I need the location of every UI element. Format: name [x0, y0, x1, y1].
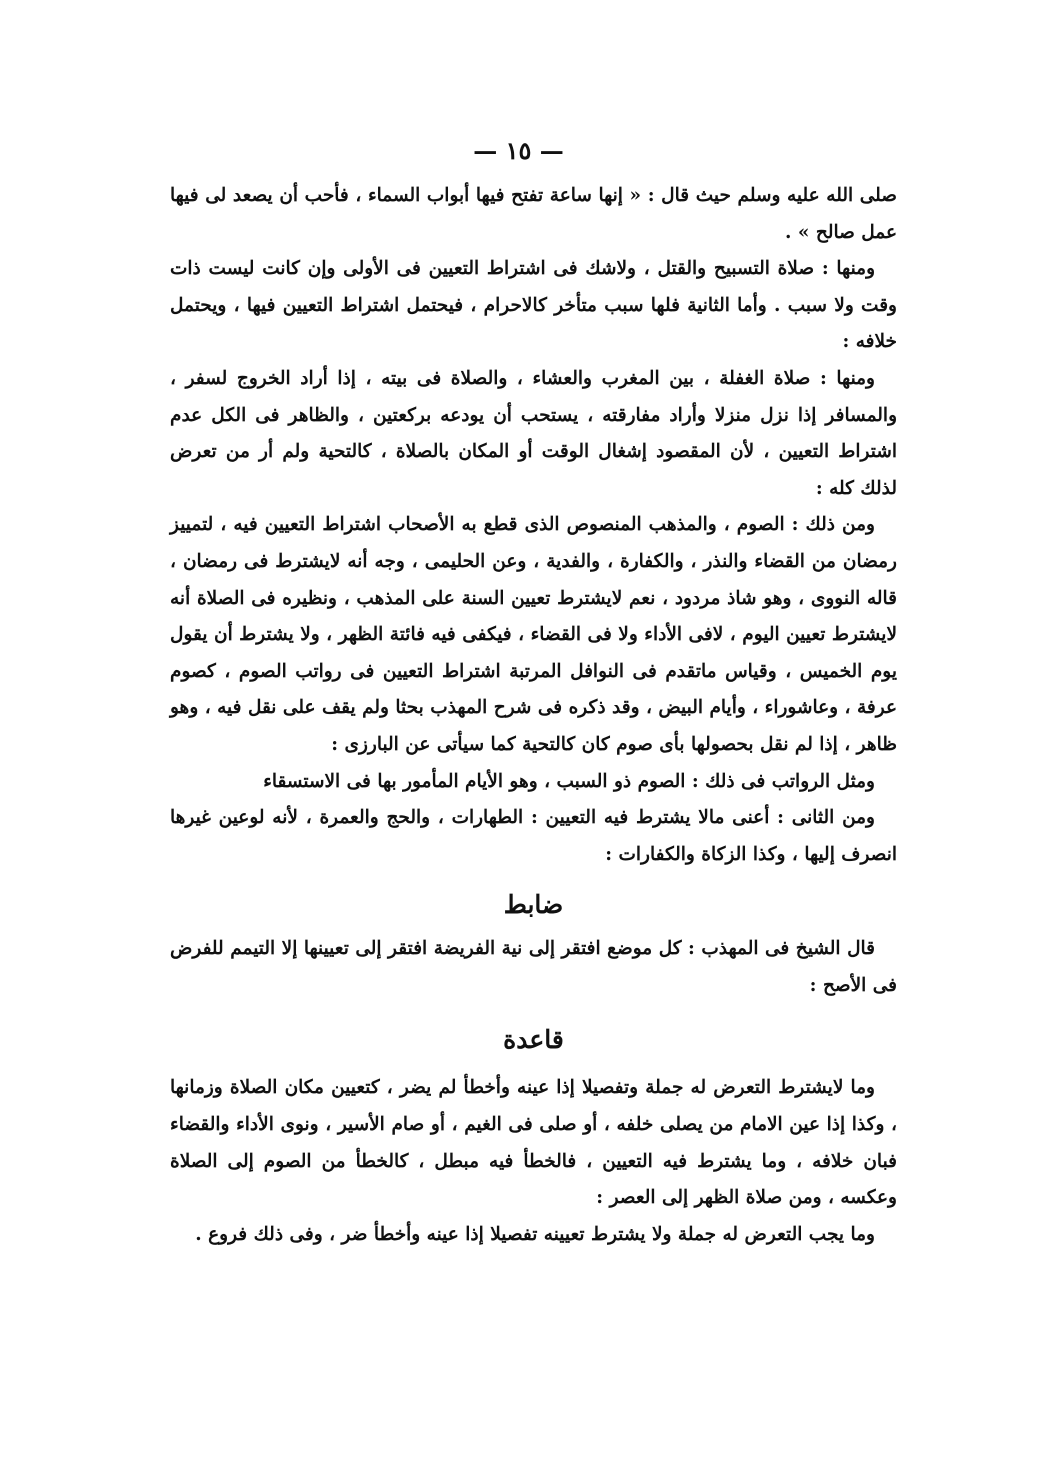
paragraph: وما لايشترط التعرض له جملة وتفصيلا إذا عينه وأخطأ لم يضر ، كتعيين مكان الصلاة وزمانها ، وكذا إذا عين الامام من يصلى خلفه ، أو صلى فى الغيم ، أو صام الأسير ، ونوى الأداء والقضاء فبان خلافه ، وما يشترط فيه التعيين ، فالخطأ فيه مبطل ، كالخطأ من الصوم إلى الصلاة وعكسه ، ومن صلاة الظهر إلى العصر :	[170, 1077, 897, 1209]
paragraph: وما يجب التعرض له جملة ولا يشترط تعيينه تفصيلا إذا عينه وأخطأ ضر ، وفى ذلك فروع .	[195, 1223, 875, 1245]
paragraph: ومن ذلك : الصوم ، والمذهب المنصوص الذى قطع به الأصحاب اشتراط التعيين فيه ، لتمييز رمضان من القضاء والنذر ، والكفارة ، والفدية ، وعن الحليمى ، وجه أنه لايشترط فى رمضان ، قاله النووى ، وهو شاذ مردود ، نعم لايشترط تعيين السنة على المذهب ، ونظيره فى الصلاة أنه لايشترط تعيين اليوم ، لافى الأداء ولا فى القضاء ، فيكفى فيه فائتة الظهر ، ولا يشترط أن يقول يوم الخميس ، وقياس ماتقدم فى النوافل المرتبة اشتراط التعيين فى رواتب الصوم ، كصوم عرفة ، وعاشوراء ، وأيام البيض ، وقد ذكره فى شرح المهذب بحثا ولم يقف على نقل فيه ، وهو ظاهر ، إذا لم نقل بحصولها بأى صوم كان كالتحية كما سيأتى عن البارزى :	[170, 514, 897, 755]
paragraph: ومنها : صلاة التسبيح والقتل ، ولاشك فى اشتراط التعيين فى الأولى وإن كانت ليست ذات وقت ولا سبب . وأما الثانية فلها سبب متأخر كالاحرام ، فيحتمل اشتراط التعيين فيها ، ويحتمل خلافه :	[170, 258, 897, 353]
page-number: — ١٥ —	[473, 136, 564, 165]
paragraph: ومن الثانى : أعنى مالا يشترط فيه التعيين : الطهارات ، والحج والعمرة ، لأنه لوعين غيرها انصرف إليها ، وكذا الزكاة والكفارات :	[170, 807, 897, 865]
paragraph: ومنها : صلاة الغفلة ، بين المغرب والعشاء ، والصلاة فى بيته ، إذا أراد الخروج لسفر ، والمسافر إذا نزل منزلا وأراد مفارقته ، يستحب أن يودعه بركعتين ، والظاهر فى الكل عدم اشتراط التعيين ، لأن المقصود إشغال الوقت أو المكان بالصلاة ، كالتحية ولم أر من تعرض لذلك كله :	[170, 367, 897, 499]
paragraph: صلى الله عليه وسلم حيث قال : « إنها ساعة تفتح فيها أبواب السماء ، فأحب أن يصعد لى فيها عمل صالح » .	[170, 185, 897, 243]
section-heading-dabit: ضابط	[503, 890, 564, 920]
paragraph: ومثل الرواتب فى ذلك : الصوم ذو السبب ، وهو الأيام المأمور بها فى الاستسقاء	[263, 770, 875, 792]
page-body	[170, 178, 897, 1253]
section-heading-qaida: قاعدة	[503, 1025, 564, 1055]
paragraph: قال الشيخ فى المهذب : كل موضع افتقر إلى نية الفريضة افتقر إلى تعيينها إلا التيمم للفرض فى الأصح :	[170, 938, 897, 996]
